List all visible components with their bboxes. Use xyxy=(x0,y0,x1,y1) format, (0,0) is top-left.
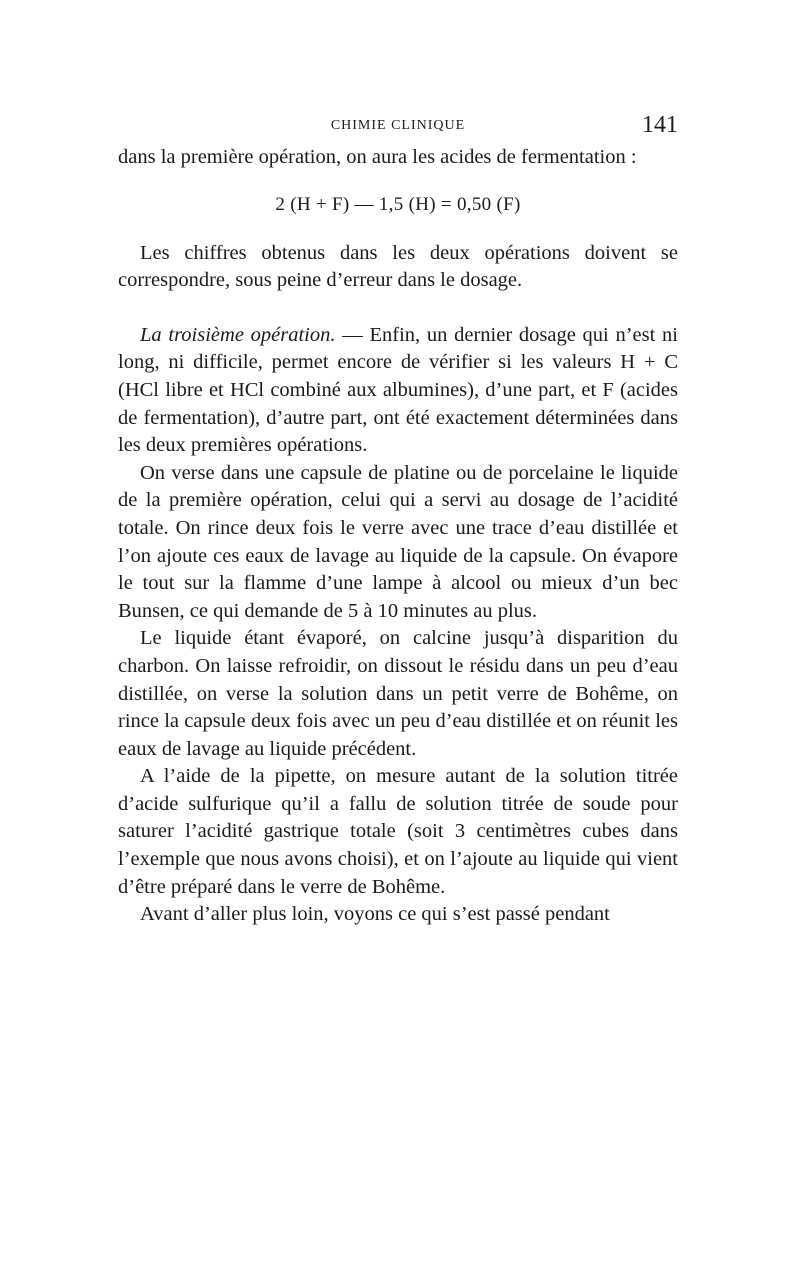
paragraph-third-operation xyxy=(118,322,678,460)
section-heading-italic: La troisième opération. xyxy=(140,323,336,346)
paragraph-gap xyxy=(118,295,678,322)
paragraph-third-operation-text: — Enfin, un dernier dosage qui n’est ni long, ni difficile, permet encore de vérifier si les valeurs H + C (HCl libre et HCl combiné aux albumines), d’une part, et F (acides de fermentation), d’autre part, ont été exactement déterminées dans les deux premières opérations. xyxy=(118,323,678,457)
paragraph-pipette: A l’aide de la pipette, on mesure autant de la solution titrée d’acide sulfurique qu’il a fallu de solution titrée de soude pour saturer l’acidité gastrique totale (soit 3 centimètres cubes dans l’exemple que nous avons choisi), et on l’ajoute au liquide qui vient d’être préparé dans le verre de Bohême. xyxy=(118,765,678,898)
page-number: 141 xyxy=(642,112,678,138)
paragraph-correspondence: Les chiffres obtenus dans les deux opérations doivent se correspondre, sous peine d’erreur dans le dosage. xyxy=(118,241,678,292)
formula: 2 (H + F) — 1,5 (H) = 0,50 (F) xyxy=(275,193,521,215)
paragraph-capsule: On verse dans une capsule de platine ou de porcelaine le liquide de la première opération, celui qui a servi au dosage de l’acidité totale. On rince deux fois le verre avec une trace d’eau distillée et l’on ajoute ces eaux de lavage au liquide de la capsule. On évapore le tout sur la flamme d’une lampe à alcool ou mieux d’un bec Bunsen, ce qui demande de 5 à 10 minutes au plus. xyxy=(118,461,678,622)
paragraph-final-line: Avant d’aller plus loin, voyons ce qui s’est passé pendant xyxy=(140,903,610,926)
running-head xyxy=(118,112,678,144)
running-title: CHIMIE CLINIQUE xyxy=(330,118,466,133)
paragraph-calcination: Le liquide étant évaporé, on calcine jusqu’à disparition du charbon. On laisse refroidir, on dissout le résidu dans un peu d’eau distillée, on verse la solution dans un petit verre de Bohême, on rince la capsule deux fois avec un peu d’eau distillée et on réunit les eaux de lavage au liquide précédent. xyxy=(118,627,678,760)
paragraph-continuation: dans la première opération, on aura les acides de fermentation : xyxy=(118,146,637,168)
book-page xyxy=(118,112,678,929)
